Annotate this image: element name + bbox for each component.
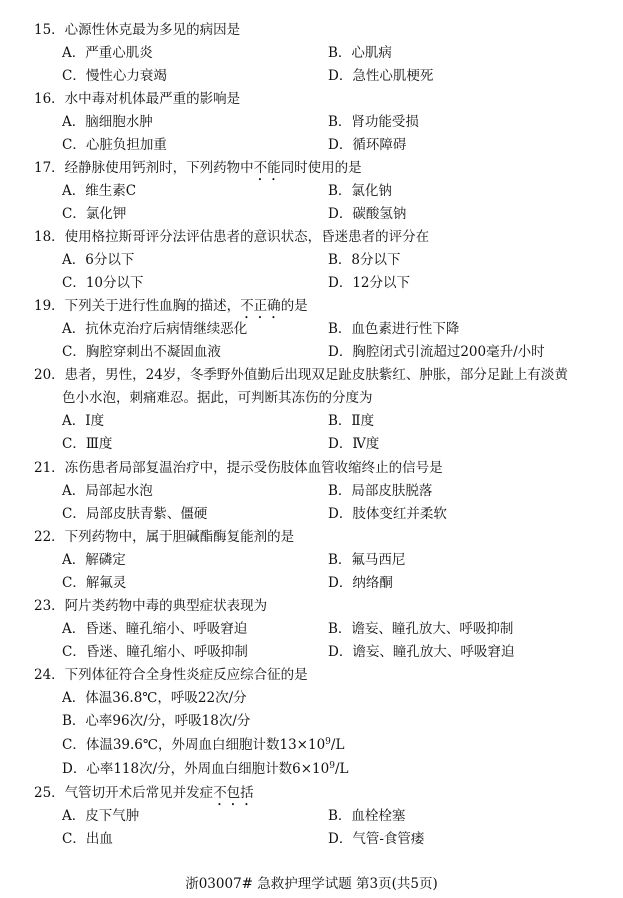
option-16-d: D．循环障碍 — [328, 137, 407, 153]
question-18-stem: 18．使用格拉斯哥评分法评估患者的意识状态，昏迷患者的评分在 — [34, 229, 430, 245]
option-22-a: A．解磷定 — [62, 552, 126, 568]
question-20-stem: 20．患者，男性，24岁，冬季野外值勤后出现双足趾皮肤紫红、肿胀，部分足趾上有淡黄 — [34, 367, 568, 383]
option-24-d-text: D．心率118次/分，外周血白细胞计数6×10 — [62, 761, 330, 777]
option-25-c: C．出血 — [62, 831, 113, 847]
question-17-stem — [34, 160, 362, 184]
question-16-stem: 16．水中毒对机体最严重的影响是 — [34, 91, 241, 107]
option-19-c: C．胸腔穿刺出不凝固血液 — [62, 344, 221, 360]
option-16-b: B．肾功能受损 — [328, 114, 419, 130]
option-21-b: B．局部皮肤脱落 — [328, 483, 433, 499]
question-25-stem-pre: 25．气管切开术后常见并发症 — [34, 785, 214, 801]
option-17-b: B．氯化钠 — [328, 183, 392, 199]
option-20-b: B．Ⅱ度 — [328, 413, 375, 429]
option-22-d: D．纳络酮 — [328, 575, 393, 591]
page-footer: 浙03007# 急救护理学试题 第3页(共5页) — [185, 876, 438, 892]
option-24-a: A．体温36.8℃，呼吸22次/分 — [62, 690, 247, 706]
option-15-a: A．严重心肌炎 — [62, 45, 153, 61]
question-19-emphasis: 不正确 — [240, 298, 281, 314]
option-20-c: C．Ⅲ度 — [62, 436, 113, 452]
option-24-b: B．心率96次/分，呼吸18次/分 — [62, 713, 251, 729]
option-24-c-exponent: 9 — [325, 737, 331, 747]
question-20-stem-line2: 色小水泡，刺痛难忍。据此，可判断其冻伤的分度为 — [62, 390, 373, 406]
option-18-d: D．12分以下 — [328, 275, 411, 291]
option-23-a: A．昏迷、瞳孔缩小、呼吸窘迫 — [62, 621, 248, 637]
question-15-stem: 15．心源性休克最为多见的病因是 — [34, 22, 241, 38]
option-17-a: A．维生素C — [62, 183, 137, 199]
question-21-stem: 21．冻伤患者局部复温治疗中，提示受伤肢体血管收缩终止的信号是 — [34, 460, 443, 476]
option-19-d: D．胸腔闭式引流超过200毫升/小时 — [328, 344, 545, 360]
option-24-d — [62, 761, 348, 777]
question-19-stem — [34, 298, 308, 322]
option-18-a: A．6分以下 — [62, 252, 135, 268]
option-24-c — [62, 737, 344, 753]
question-22-stem: 22．下列药物中，属于胆碱酯酶复能剂的是 — [34, 529, 295, 545]
option-16-a: A．脑细胞水肿 — [62, 114, 153, 130]
option-25-b: B．血栓栓塞 — [328, 808, 406, 824]
option-23-c: C．昏迷、瞳孔缩小、呼吸抑制 — [62, 644, 248, 660]
option-22-c: C．解氟灵 — [62, 575, 127, 591]
question-24-stem: 24．下列体征符合全身性炎症反应综合征的是 — [34, 667, 308, 683]
option-15-c: C．慢性心力衰竭 — [62, 68, 167, 84]
option-19-a: A．抗休克治疗后病情继续恶化 — [62, 321, 248, 337]
option-17-c: C．氯化钾 — [62, 206, 127, 222]
option-21-c: C．局部皮肤青紫、僵硬 — [62, 506, 208, 522]
option-24-d-unit: /L — [334, 761, 349, 777]
question-25-emphasis: 不包括 — [213, 785, 254, 801]
option-23-d: D．谵妄、瞳孔放大、呼吸窘迫 — [328, 644, 515, 660]
option-23-b: B．谵妄、瞳孔放大、呼吸抑制 — [328, 621, 514, 637]
option-19-b: B．血色素进行性下降 — [328, 321, 460, 337]
option-25-a: A．皮下气肿 — [62, 808, 140, 824]
question-23-stem: 23．阿片类药物中毒的典型症状表现为 — [34, 598, 268, 614]
question-19-stem-pre: 19．下列关于进行性血胸的描述， — [34, 298, 241, 314]
option-21-a: A．局部起水泡 — [62, 483, 153, 499]
question-19-stem-post: 的是 — [280, 298, 308, 314]
question-17-stem-pre: 17．经静脉使用钙剂时，下列药物中 — [34, 160, 254, 176]
option-18-b: B．8分以下 — [328, 252, 401, 268]
option-22-b: B．氟马西尼 — [328, 552, 406, 568]
option-15-d: D．急性心肌梗死 — [328, 68, 434, 84]
question-17-emphasis: 不能 — [253, 160, 281, 176]
option-16-c: C．心脏负担加重 — [62, 137, 167, 153]
option-20-d: D．Ⅳ度 — [328, 436, 380, 452]
option-17-d: D．碳酸氢钠 — [328, 206, 407, 222]
option-21-d: D．肢体变红并柔软 — [328, 506, 447, 522]
option-25-d: D．气管-食管瘘 — [328, 831, 425, 847]
question-17-stem-post: 同时使用的是 — [280, 160, 362, 176]
question-25-stem — [34, 785, 254, 809]
option-24-c-text: C．体温39.6℃，外周血白细胞计数13×10 — [62, 737, 326, 753]
option-24-d-exponent: 9 — [329, 761, 335, 771]
option-20-a: A．Ⅰ度 — [62, 413, 105, 429]
option-15-b: B．心肌病 — [328, 45, 392, 61]
option-18-c: C．10分以下 — [62, 275, 144, 291]
option-24-c-unit: /L — [330, 737, 345, 753]
